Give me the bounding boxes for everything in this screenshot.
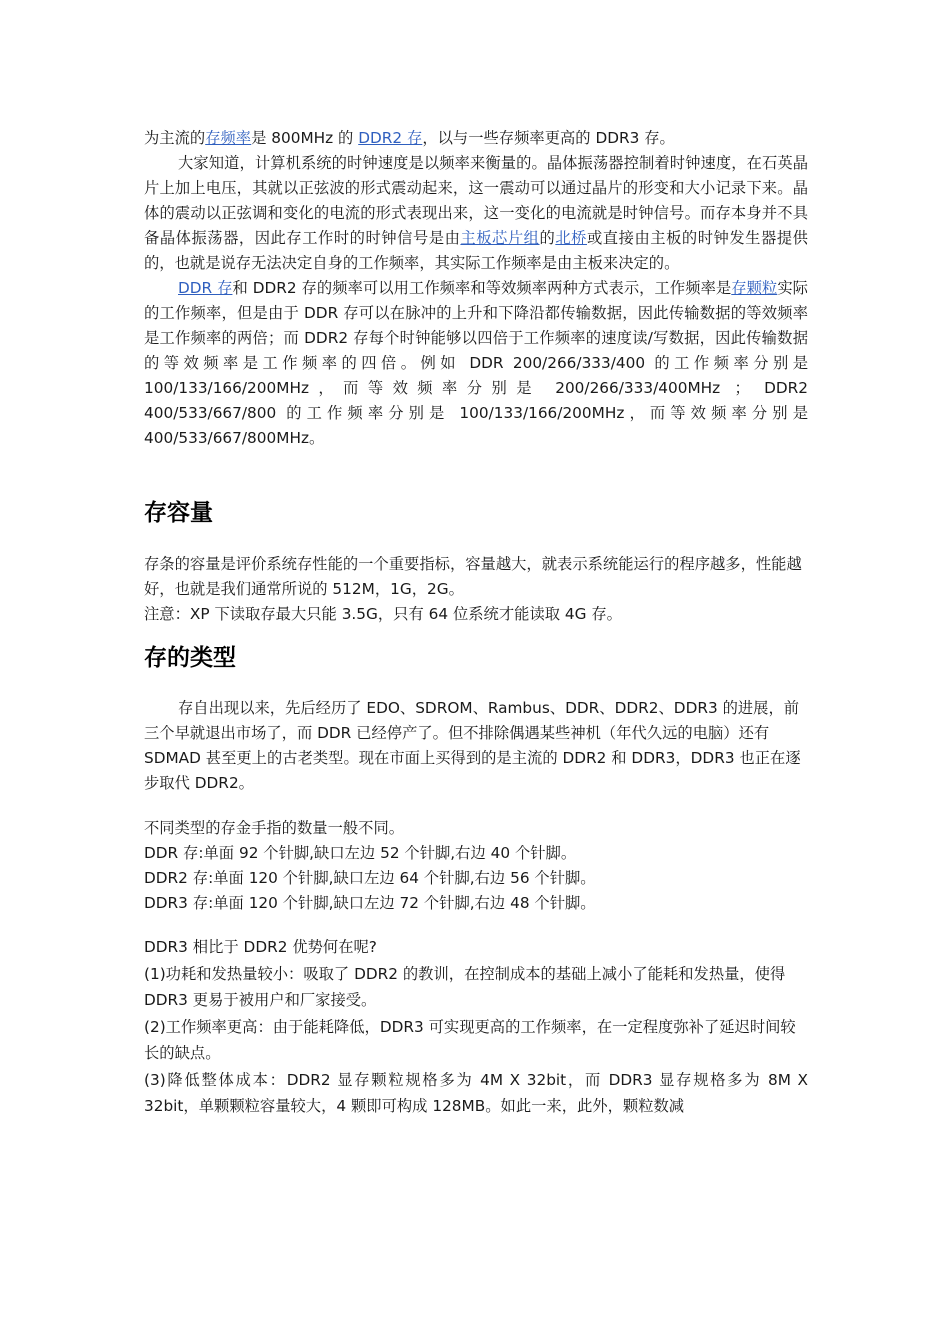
paragraph-gold-finger: 不同类型的存金手指的数量一般不同。 — [144, 819, 405, 837]
paragraph-advantage-cost: (3)降低整体成本：DDR2 显存颗粒规格多为 4M X 32bit，而 DDR3 显存规格多为 8M X 32bit，单颗颗粒容量较大，4 颗即可构成 128MB。如此一来，此外，颗粒数减 — [144, 1070, 808, 1115]
heading-memory-types: 存的类型 — [144, 645, 236, 671]
link-memory-chip[interactable]: 存颗粒 — [731, 279, 778, 297]
paragraph-clock-speed — [144, 151, 808, 276]
text-run: 和 DDR2 存的频率可以用工作频率和等效频率两种方式表示，工作频率是 — [232, 279, 732, 297]
text-run: 实际的工作频率，但是由于 DDR 存可以在脉冲的上升和下降沿都传输数据，因此传输数据的等效频率是工作频率的两倍；而 DDR2 存每个时钟能够以四倍于工作频率的速度读/写数据，因此传输数据的等效频率是工作频率的四倍。例如 DDR 200/266/333/400 的工作频率分别是 100/133/166/200MHz，而等效频率分别是 200/266/333/400MHz ； DDR2 400/533/667/800 的工作频率分别是 100/133/166/200MHz，而等效频率分别是 400/533/667/800MHz。 — [144, 279, 808, 447]
text-run: ，以与一些存频率更高的 DDR3 存。 — [422, 129, 675, 147]
paragraph-ddr3-pins: DDR3 存:单面 120 个针脚,缺口左边 72 个针脚,右边 48 个针脚。 — [144, 894, 596, 912]
paragraph-advantage-frequency: (2)工作频率更高：由于能耗降低，DDR3 可实现更高的工作频率，在一定程度弥补了延迟时间较长的缺点。 — [144, 1017, 796, 1062]
paragraph-capacity-note: 注意：XP 下读取存最大只能 3.5G，只有 64 位系统才能读取 4G 存。 — [144, 605, 622, 623]
link-northbridge[interactable]: 北桥 — [555, 229, 587, 247]
paragraph-types-history: 存自出现以来，先后经历了 EDO、SDROM、Rambus、DDR、DDR2、DDR3 的进展，前三个早就退出市场了，而 DDR 已经停产了。但不排除偶遇某些神机（年代久远的电脑）还有 SDMAD 甚至更上的古老类型。现在市面上买得到的是主流的 DDR2 和 DDR3，DDR3 也正在逐步取代 DDR2。 — [144, 699, 801, 792]
paragraph-capacity: 存条的容量是评价系统存性能的一个重要指标，容量越大，就表示系统能运行的程序越多，性能越好，也就是我们通常所说的 512M，1G，2G。 — [144, 555, 802, 598]
text-run: 或直接由主板的时钟发生器提供的，也就是说存无法决定自身的工作频率，其实际工作频率是由主板来决定的。 — [144, 229, 808, 272]
heading-memory-capacity: 存容量 — [144, 500, 213, 526]
paragraph-advantage-power: (1)功耗和发热量较小：吸取了 DDR2 的教训，在控制成本的基础上减小了能耗和发热量，使得 DDR3 更易于被用户和厂家接受。 — [144, 964, 786, 1009]
text-run: 是 800MHz 的 — [251, 129, 359, 147]
paragraph-ddr2-pins: DDR2 存:单面 120 个针脚,缺口左边 64 个针脚,右边 56 个针脚。 — [144, 869, 596, 887]
paragraph-ddr-frequency — [144, 276, 808, 451]
link-ddr-memory[interactable]: DDR 存 — [178, 279, 233, 297]
link-memory-frequency[interactable]: 存频率 — [205, 129, 252, 147]
paragraph-ddr-pins: DDR 存:单面 92 个针脚,缺口左边 52 个针脚,右边 40 个针脚。 — [144, 844, 577, 862]
text-run: 为主流的 — [144, 129, 206, 147]
text-run: 的 — [539, 229, 556, 247]
paragraph-ddr3-advantage-question: DDR3 相比于 DDR2 优势何在呢? — [144, 938, 377, 956]
paragraph-frequency-intro — [144, 126, 808, 151]
text-run: 大家知道，计算机系统的时钟速度是以频率来衡量的。晶体振荡器控制着时钟速度，在石英晶片上加上电压，其就以正弦波的形式震动起来，这一震动可以通过晶片的形变和大小记录下来。晶体的震动以正弦调和变化的电流的形式表现出来，这一变化的电流就是时钟信号。而存本身并不具备晶体振荡器，因此存工作时的时钟信号是由 — [144, 154, 808, 247]
document-page — [144, 126, 808, 1120]
link-motherboard-chipset[interactable]: 主板芯片组 — [460, 229, 540, 247]
link-ddr2-memory[interactable]: DDR2 存 — [358, 129, 423, 147]
